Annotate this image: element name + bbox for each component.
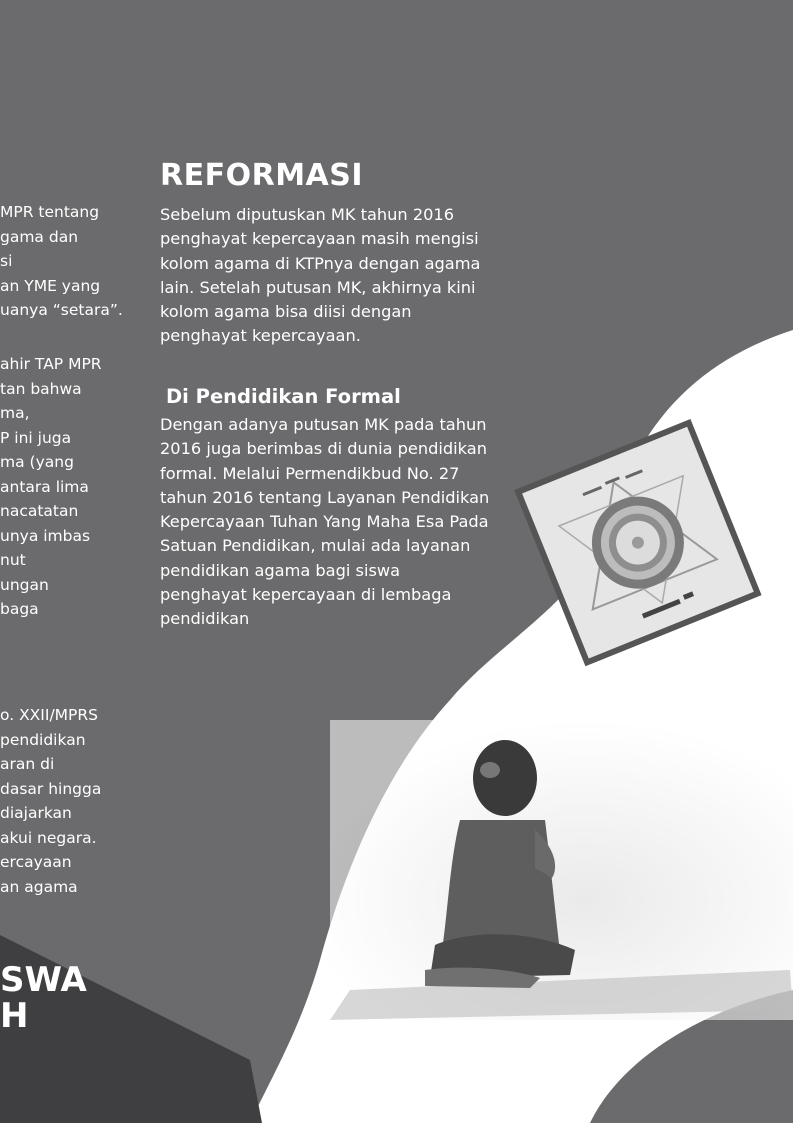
reformasi-paragraph: Sebelum diputuskan MK tahun 2016 penghayat kepercayaan masih mengisi kolom agama di KTPnya dengan agama lain. Setelah putusan MK, akhirnya kini kolom agama bisa diisi dengan penghayat kepercayaan. <box>160 205 481 346</box>
praying-child-photo <box>330 720 793 1020</box>
pendidikan-paragraph: Dengan adanya putusan MK pada tahun 2016 juga berimbas di dunia pendidikan formal. Melalui Permendikbud No. 27 tahun 2016 tentang Layanan Pendidikan Kepercayaan Tuhan Yang Maha Esa Pada Satuan Pendidikan, mulai ada layanan pendidikan agama bagi siswa penghayat kepercayaan di lembaga pendidikan <box>160 415 490 629</box>
framed-symbol-photo <box>505 418 770 668</box>
left-text-block-3: o. XXII/MPRS pendidikan aran di dasar hingga diajarkan akui negara. ercayaan an agama <box>0 706 102 896</box>
reformasi-title: REFORMASI <box>160 158 364 193</box>
pendidikan-formal-heading: Di Pendidikan Formal <box>166 385 401 408</box>
left-heading: SWA H <box>0 960 87 1036</box>
left-text-block-1: MPR tentang gama dan si an YME yang uanya “setara”. <box>0 203 123 319</box>
left-text-block-2: ahir TAP MPR tan bahwa ma, P ini juga ma (yang antara lima nacatatan unya imbas nut ungan baga <box>0 355 102 618</box>
